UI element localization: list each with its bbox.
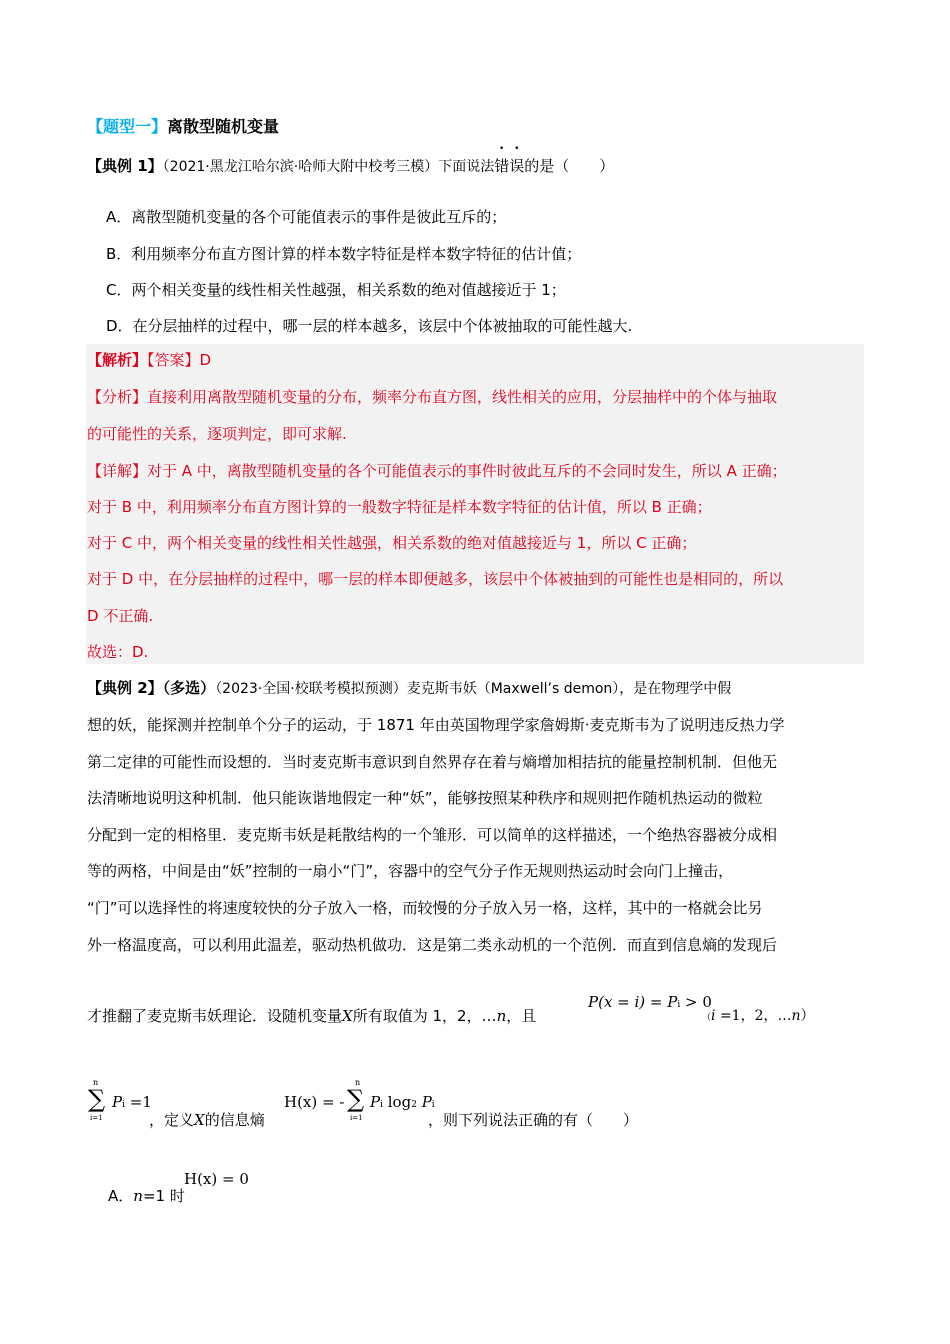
line10-text-b: 的信息熵 [204,1111,265,1129]
line9-text-a: 才推翻了麦克斯韦妖理论．设随机变量 [87,1007,343,1025]
example2-label: 【典例 2】 [87,679,163,697]
example1-label: 【典例 1】 [87,157,163,175]
entropy-arg-sub: i [431,1100,435,1110]
example2-line-1 [87,678,731,699]
optA-var-n: n [133,1187,143,1205]
emphasis-char-2: 误 [509,157,525,175]
option-a: A．离散型随机变量的各个可能值表示的事件是彼此互斥的； [106,208,507,226]
var-x: X [342,1007,353,1025]
example2-line: 想的妖，能探测并控制单个分子的运动，于 1871 年由英国物理学家詹姆斯·麦克斯韦为了说明违反热力学 [87,716,785,734]
entropy-sum-upper: n [355,1078,361,1087]
answer-value: D [199,351,212,369]
option-c: C．两个相关变量的线性相关性越强，相关系数的绝对值越接近于 1； [106,281,566,299]
sum-eq: =1 [124,1093,152,1111]
section-heading [87,117,279,137]
formula-index-range [702,1007,815,1027]
entropy-body [370,1093,435,1114]
detail-line: D 不正确. [87,607,154,625]
emphasis-char-1: 错 [494,157,510,175]
example2-line: “门”可以选择性的将速度较快的分子放入一格，而较慢的分子放入另一格，这样，其中的一格就会比另 [87,899,763,917]
optA-label: A． [108,1187,134,1205]
example2-text: （2023·全国·校联考模拟预测）麦克斯韦妖（Maxwell’s demon），是在物理学中假 [215,681,732,697]
line10-text-a: ，定义 [149,1111,195,1129]
paren-mid: =1，2，… [715,1008,792,1024]
example2-line: 等的两格，中间是由“妖”控制的一扇小“门”，容器中的空气分子作无规则热运动时会向门上撞击， [87,862,734,880]
formula-p-sub: i [677,1000,681,1010]
entropy-p-sub: i [380,1100,383,1110]
optA-formula: H(x) = 0 [184,1170,249,1188]
example1-tail: 的是（ ） [524,157,615,175]
paren-open: （ [702,1013,712,1023]
paren-close: ） [800,1008,815,1024]
sum-p-sub: i [122,1100,125,1110]
sum-body [112,1093,152,1114]
analysis-line-1: 【分析】直接利用离散型随机变量的分布，频率分布直方图，线性相关的应用，分层抽样中的个体与抽取 [87,388,778,406]
sum-upper: n [93,1078,99,1087]
option-b: B．利用频率分布直方图计算的样本数字特征是样本数字特征的估计值； [106,245,582,263]
entropy-arg: P [416,1093,432,1111]
line9-text-c: ，且 [506,1007,537,1025]
solution-header [87,350,211,370]
var-i: i [711,1008,716,1024]
line9-text-b: 所有取值为 1，2，… [352,1007,497,1025]
example2-line-9 [87,1006,536,1026]
detail-line: 对于 B 中，利用频率分布直方图计算的一般数字特征是样本数字特征的估计值，所以 B 正确； [87,498,712,516]
formula-p-main: P(x = i) = P [588,993,678,1011]
example1-stem [87,156,614,177]
detail-line: 对于 C 中，两个相关变量的线性相关性越强，相关系数的绝对值越接近与 1，所以 C 正确； [87,534,697,552]
section-title: 离散型随机变量 [167,117,280,136]
sum-symbol: ∑ [88,1085,106,1113]
entropy-log-base: 2 [411,1100,417,1110]
example2-line: 法清晰地说明这种机制．他只能诙谐地假定一种“妖”，能够按照某种秩序和规则把作随机热运动的微粒 [87,789,763,807]
formula-p-tail: > 0 [680,993,712,1011]
multi-select-tag: （多选） [162,679,216,697]
entropy-lhs: H(x) = - [284,1093,345,1111]
line10-tail: ，则下列说法正确的有（ ） [428,1111,639,1129]
optA-text: =1 时 [142,1187,185,1205]
formula-probability [588,993,712,1014]
example1-source: （2021·黑龙江哈尔滨·哈师大附中校考三模）下面说法 [162,159,495,175]
detail-line: 【详解】对于 A 中，离散型随机变量的各个可能值表示的事件时彼此互斥的不会同时发生，所以 A 正确； [87,462,787,480]
example2-option-a [108,1186,185,1206]
sum-p: P [112,1093,123,1111]
entropy-p: P [370,1093,381,1111]
var-n: n [496,1007,507,1025]
example2-line: 分配到一定的相格里．麦克斯韦妖是耗散结构的一个雏形．可以简单的这样描述，一个绝热容器被分成相 [87,826,778,844]
section-bracket: 【题型一】 [87,117,168,136]
example2-line: 第二定律的可能性而设想的．当时麦克斯韦意识到自然界存在着与熵增加相拮抗的能量控制机制．但他无 [87,753,778,771]
var-n-2: n [791,1008,801,1024]
entropy-sum-lower: i=1 [350,1114,363,1122]
detail-line: 故选：D. [87,643,149,661]
answer-label: 【答案】 [147,351,200,369]
entropy-log: log [382,1093,412,1111]
analysis-line-2: 的可能性的关系，逐项判定，即可求解. [87,425,347,443]
example2-line: 外一格温度高，可以利用此温差，驱动热机做功．这是第二类永动机的一个范例．而直到信息熵的发现后 [87,936,778,954]
line10-text [149,1110,265,1130]
jiexi-label: 【解析】 [87,351,148,369]
detail-line: 对于 D 中，在分层抽样的过程中，哪一层的样本即便越多，该层中个体被抽到的可能性也是相同的，所以 [87,570,784,588]
entropy-sum-symbol: ∑ [347,1085,365,1113]
option-d: D．在分层抽样的过程中，哪一层的样本越多，该层中个体被抽取的可能性越大. [106,317,633,335]
var-x-2: X [194,1111,205,1129]
sum-lower: i=1 [90,1114,103,1122]
